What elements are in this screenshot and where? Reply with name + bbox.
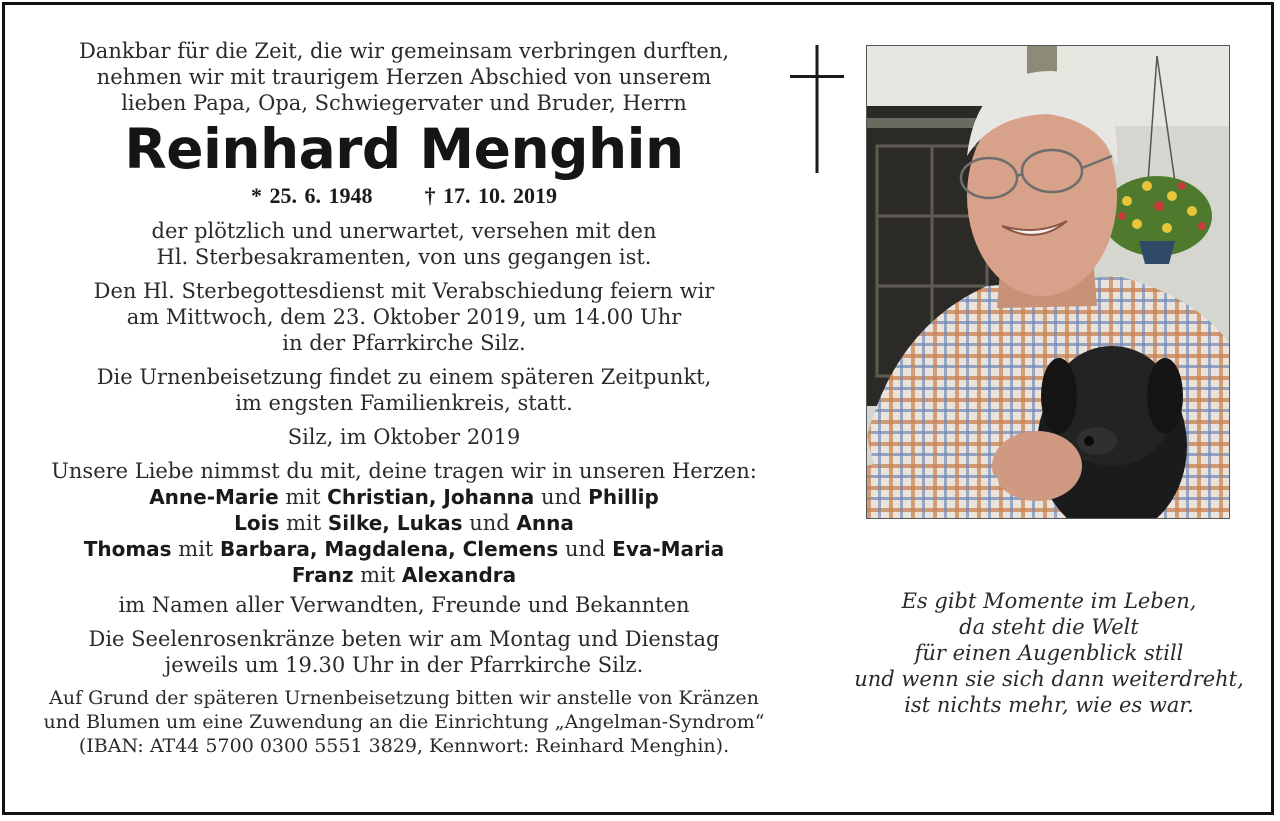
connector: mit <box>286 511 322 535</box>
rosary-line: jeweils um 19.30 Uhr in der Pfarrkirche Silz. <box>164 653 644 677</box>
poem-line: und wenn sie sich dann weiterdreht, <box>854 667 1244 691</box>
family-name: Franz <box>291 563 354 587</box>
rosary-line: Die Seelenrosenkränze beten wir am Montag und Dienstag <box>88 627 720 651</box>
service-line: am Mittwoch, dem 23. Oktober 2019, um 14.00 Uhr <box>126 305 682 329</box>
obituary-text-column <box>38 38 770 758</box>
family-name: Barbara, Magdalena, Clemens <box>220 537 559 561</box>
connector: mit <box>178 537 214 561</box>
connector: und <box>564 537 606 561</box>
donation-line: (IBAN: AT44 5700 0300 5551 3829, Kennwort: Reinhard Menghin). <box>78 735 730 757</box>
passing-text <box>38 218 770 270</box>
poem-line: da steht die Welt <box>959 615 1139 639</box>
family-line <box>38 510 770 536</box>
family-name: Eva-Maria <box>612 537 725 561</box>
portrait-illustration <box>867 46 1230 519</box>
life-dates <box>38 182 770 210</box>
family-line <box>38 536 770 562</box>
connector: und <box>540 485 582 509</box>
connector: und <box>469 511 510 535</box>
donation-line: und Blumen um eine Zuwendung an die Einrichtung „Angelman-Syndrom“ <box>43 711 765 733</box>
family-name: Christian, Johanna <box>327 485 535 509</box>
family-name: Phillip <box>588 485 659 509</box>
love-line: Unsere Liebe nimmst du mit, deine tragen wir in unseren Herzen: <box>51 459 757 483</box>
intro-line: nehmen wir mit traurigem Herzen Abschied von unserem <box>96 65 712 89</box>
poem-line: für einen Augenblick still <box>914 641 1184 665</box>
poem-line: ist nichts mehr, wie es war. <box>904 693 1194 717</box>
deceased-name: Reinhard Menghin <box>124 117 684 181</box>
service-text <box>38 278 770 356</box>
poem-line: Es gibt Momente im Leben, <box>901 589 1197 613</box>
donation-line: Auf Grund der späteren Urnenbeisetzung bitten wir anstelle von Kränzen <box>49 687 759 709</box>
passing-line: Hl. Sterbesakramenten, von uns gegangen ist. <box>156 245 652 269</box>
family-name: Thomas <box>83 537 172 561</box>
family-name: Anna <box>516 511 574 535</box>
relatives-line: im Namen aller Verwandten, Freunde und Bekannten <box>118 593 690 617</box>
portrait-photo <box>866 45 1230 519</box>
death-date: † 17. 10. 2019 <box>424 183 557 208</box>
cross-icon <box>790 45 844 173</box>
service-line: in der Pfarrkirche Silz. <box>282 331 526 355</box>
intro-line: Dankbar für die Zeit, die wir gemeinsam verbringen durften, <box>78 39 730 63</box>
family-name: Silke, Lukas <box>327 511 463 535</box>
family-line <box>38 562 770 588</box>
intro-line: lieben Papa, Opa, Schwiegervater und Bruder, Herrn <box>121 91 687 115</box>
family-name: Lois <box>234 511 280 535</box>
family-name: Alexandra <box>401 563 517 587</box>
birth-date: * 25. 6. 1948 <box>251 183 373 208</box>
passing-line: der plötzlich und unerwartet, versehen mit den <box>151 219 657 243</box>
rosary-text <box>38 626 770 678</box>
connector: mit <box>285 485 321 509</box>
donation-text <box>38 686 770 758</box>
urn-line: Die Urnenbeisetzung findet zu einem späteren Zeitpunkt, <box>96 365 712 389</box>
place-date: Silz, im Oktober 2019 <box>287 425 521 449</box>
service-line: Den Hl. Sterbegottesdienst mit Verabschiedung feiern wir <box>93 279 715 303</box>
family-line <box>38 484 770 510</box>
connector: mit <box>360 563 396 587</box>
urn-line: im engsten Familienkreis, statt. <box>235 391 573 415</box>
family-name: Anne-Marie <box>149 485 279 509</box>
urn-text <box>38 364 770 416</box>
intro-text <box>38 38 770 116</box>
poem <box>846 588 1252 718</box>
